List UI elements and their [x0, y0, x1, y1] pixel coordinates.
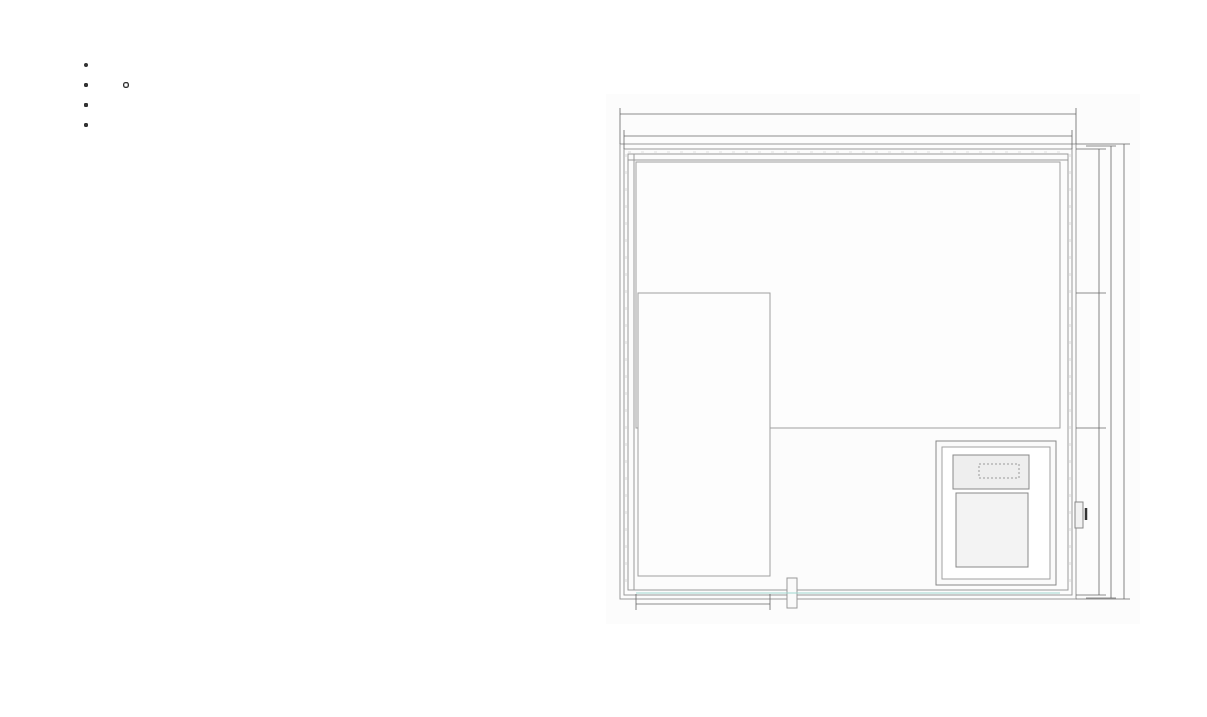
sauna-stove: [936, 441, 1056, 585]
product-details: [58, 44, 578, 114]
image-carousel-indicators: [854, 646, 904, 668]
bench-left-outline: [638, 293, 770, 576]
door-handle-plate: [1075, 502, 1083, 528]
floor-plan-svg: [606, 94, 1140, 624]
sauna-floor-plan-drawing: [606, 94, 1140, 624]
carousel-dot-1[interactable]: [854, 649, 870, 665]
stove-control-panel: [953, 455, 1029, 489]
carousel-dot-2[interactable]: [875, 646, 897, 668]
stove-body: [956, 493, 1028, 567]
bench-left: [638, 293, 770, 576]
